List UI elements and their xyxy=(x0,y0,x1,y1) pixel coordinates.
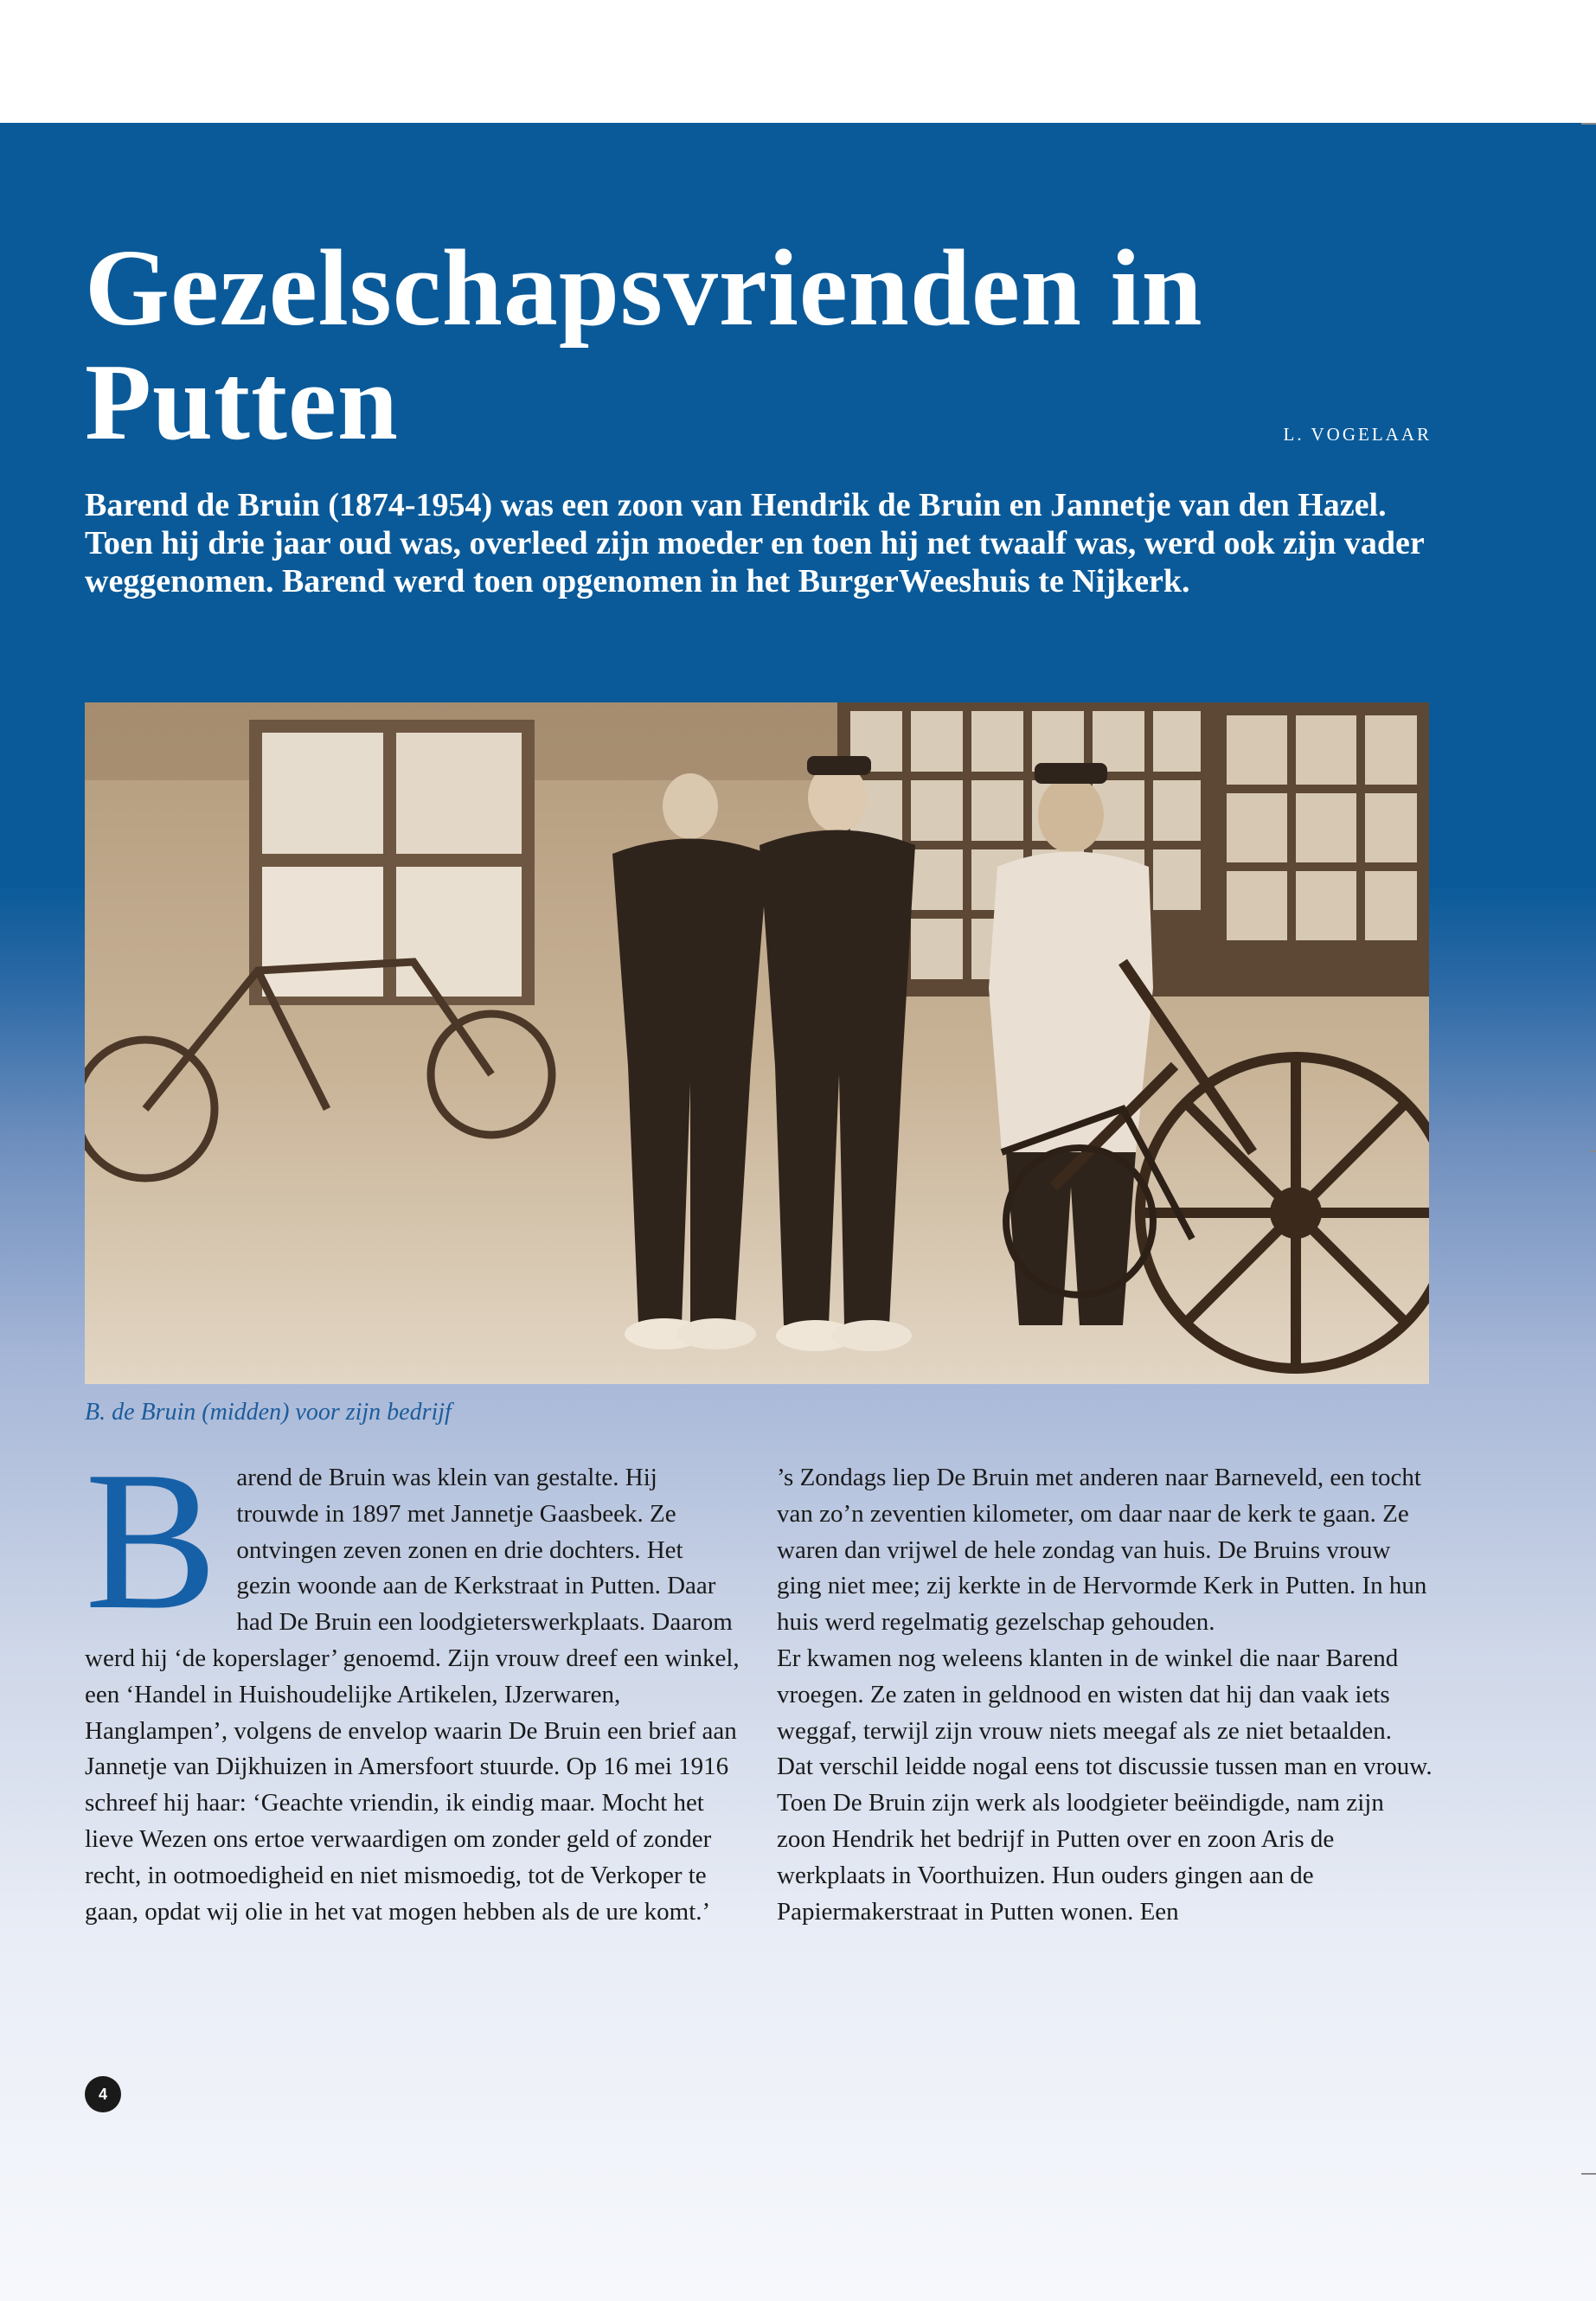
body-paragraph: ’s Zondags liep De Bruin met anderen naar Barneveld, een tocht van zo’n zeventien kilometer, om daar naar de kerk te gaan. Ze waren dan vrijwel de hele zondag van huis. De Bruins vrouw ging niet mee; zij kerkte in de Hervormde Kerk in Putten. In hun huis werd regelmatig gezelschap gehouden. xyxy=(777,1464,1427,1637)
body-column-left xyxy=(85,1430,742,1930)
trim-mark-top-right xyxy=(1581,123,1596,125)
body-column-right xyxy=(777,1460,1434,1930)
article-author: L. VOGELAAR xyxy=(1283,424,1432,445)
sepia-photo-illustration xyxy=(85,702,1429,1384)
body-paragraph: Er kwamen nog weleens klanten in de winkel die naar Barend vroegen. Ze zaten in geldnood en wisten dat hij dan vaak iets weggaf, terwijl zijn vrouw niets meegaf als ze niet betaalden. Dat verschil leidde nogal eens tot discussie tussen man en vrouw. xyxy=(777,1644,1433,1781)
article-title: Gezelschapsvrienden in Putten xyxy=(85,228,1203,463)
page-number-badge: 4 xyxy=(85,2076,121,2112)
trim-mark-bottom-right xyxy=(1581,2173,1596,2175)
article-lead: Barend de Bruin (1874-1954) was een zoon van Hendrik de Bruin en Jannetje van den Hazel. Toen hij drie jaar oud was, overleed zijn moeder en toen hij net twaalf was, werd ook zijn vader weggenomen. Barend werd toen opgenomen in het BurgerWeeshuis te Nijkerk. xyxy=(85,487,1425,599)
article-photo xyxy=(85,702,1429,1384)
body-paragraph: Toen De Bruin zijn werk als loodgieter beëindigde, nam zijn zoon Hendrik het bedrijf in Putten over en zoon Aris de werkplaats in Voorthuizen. Hun ouders gingen aan de Papiermakerstraat in Putten wonen. Een xyxy=(777,1789,1384,1926)
drop-cap: B xyxy=(85,1430,218,1650)
body-paragraph: arend de Bruin was klein van gestalte. Hij trouwde in 1897 met Jannetje Gaasbeek. Ze ontvingen zeven zonen en drie dochters. Het gezin woonde aan de Kerkstraat in Putten. Daar had De Bruin een loodgieterswerkplaats. Daarom werd hij ‘de koperslager’ genoemd. Zijn vrouw dreef een winkel, een ‘Handel in Huishoudelijke Artikelen, IJzerwaren, Hanglampen’, volgens de envelop waarin De Bruin een brief aan Jannetje van Dijkhuizen in Amersfoort stuurde. Op 16 mei 1916 schreef hij haar: ‘Geachte vriendin, ik eindig maar. Mocht het lieve Wezen ons ertoe verwaardigen om zonder geld of zonder recht, in ootmoedigheid en niet mismoedig, tot de Verkoper te gaan, opdat wij olie in het vat mogen hebben als de ure komt.’ xyxy=(85,1464,740,1926)
trim-mark-mid-right xyxy=(1590,1150,1596,1152)
photo-caption: B. de Bruin (midden) voor zijn bedrijf xyxy=(85,1399,452,1426)
